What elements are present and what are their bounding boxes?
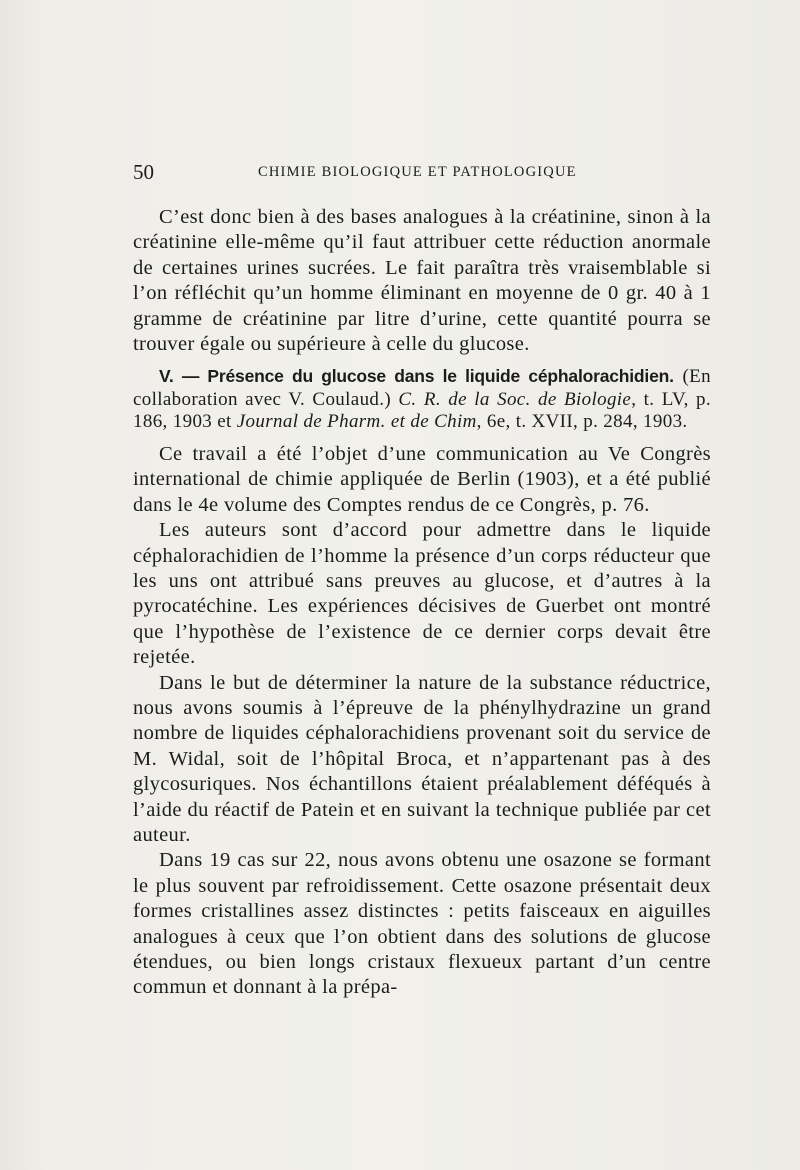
reference-details-1: , t. LV, p. 186, 1903 et (133, 388, 711, 433)
bibliographic-reference (133, 365, 711, 434)
reference-numeral: V. — (159, 366, 208, 387)
paragraph-authors: Les auteurs sont d’accord pour admettre dans le liquide céphalorachidien de l’homme la présence d’un corps réducteur que les uns ont attribué sans preuves au glucose, et d’autres à la pyrocatéchine. Les expériences décisives de Guerbet ont montré que l’hypothèse de l’existence de ce dernier corps devait être rejetée. (133, 519, 711, 669)
reference-collaboration: (En collaboration avec V. Coulaud.) (133, 366, 711, 410)
reference-journal-1: C. R. de la Soc. de Biologie (398, 388, 632, 410)
reference-details-2: , 6e, t. XVII, p. 284, 1903. (476, 411, 688, 433)
paragraph-congress: Ce travail a été l’objet d’une communication au Ve Congrès international de chimie appliquée de Berlin (1903), et a été publié dans le 4e volume des Comptes rendus de ce Congrès, p. 76. (133, 442, 711, 516)
reference-journal-2: Journal de Pharm. et de Chim (236, 411, 477, 433)
running-head: CHIMIE BIOLOGIQUE ET PATHOLOGIQUE (258, 164, 577, 180)
page-header (133, 160, 711, 188)
page-number: 50 (133, 160, 154, 184)
body-text (133, 205, 711, 1001)
paragraph-method: Dans le but de déterminer la nature de la substance réductrice, nous avons soumis à l’épreuve de la phénylhydrazine un grand nombre de liquides céphalorachidiens provenant soit du service de M. Widal, soit de l’hôpital Broca, et n’appartenant pas à des glycosuriques. Nos échantillons étaient préalablement déféqués à l’aide du réactif de Patein et en suivant la technique publiée par cet auteur. (133, 671, 711, 847)
paragraph-creatinine: C’est donc bien à des bases analogues à la créatinine, sinon à la créatinine elle-même qu’il faut attribuer cette réduction anormale de certaines urines sucrées. Le fait paraîtra très vraisemblable si l’on réfléchit qu’un homme éliminant en moyenne de 0 gr. 40 à 1 gramme de créatinine par litre d’urine, cette quantité pourra se trouver égale ou supérieure à celle du glucose. (133, 206, 711, 356)
reference-title: Présence du glucose dans le liquide céphalorachidien. (207, 366, 674, 387)
paragraph-results: Dans 19 cas sur 22, nous avons obtenu une osazone se formant le plus souvent par refroidissement. Cette osazone présentait deux formes cristallines assez distinctes : petits faisceaux en aiguilles analogues à ceux que l’on obtient dans des solutions de glucose étendues, ou bien longs cristaux flexueux partant d’un centre commun et donnant à la prépa- (133, 849, 711, 999)
